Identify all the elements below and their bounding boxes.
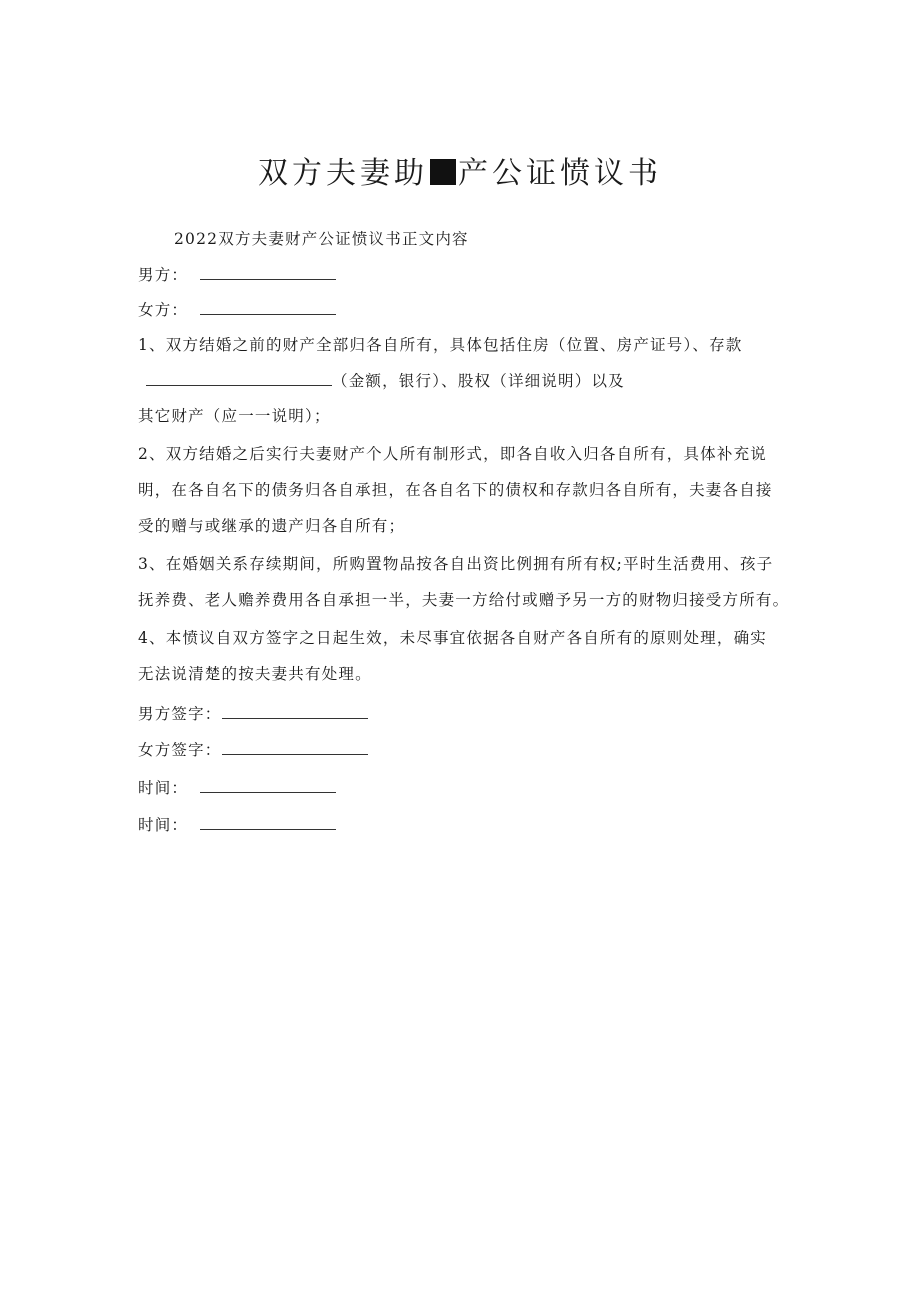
deposit-blank [146, 371, 332, 386]
male-party-label: 男方： [138, 266, 189, 284]
female-signature-label: 女方签字： [138, 741, 222, 759]
male-party-line [138, 265, 788, 285]
clause-2-line-1: 2、双方结婚之后实行夫妻财产个人所有制形式，即各自收入归各自所有，具体补充说 [138, 445, 767, 463]
title-part-1: 双方夫妻助 [258, 156, 428, 191]
clause-3-line-1: 3、在婚姻关系存续期间，所购置物品按各自出资比例拥有所有权;平时生活费用、孩子 [138, 555, 774, 573]
time-label-2: 时间： [138, 816, 189, 834]
female-party-label: 女方： [138, 301, 189, 319]
female-signature-blank [222, 740, 368, 755]
female-party-blank [200, 300, 336, 315]
clause-4-line-2: 无法说清楚的按夫妻共有处理。 [138, 665, 372, 683]
time-blank-2 [200, 815, 336, 830]
clause-2-line-2: 明，在各自名下的债务归各自承担，在各自名下的债权和存款归各自所有，夫妻各自接 [138, 481, 773, 499]
time-line-2 [138, 815, 788, 835]
title-part-2: 产公证愤议书 [458, 156, 662, 191]
time-label-1: 时间： [138, 779, 189, 797]
document-title [0, 148, 920, 192]
male-signature-label: 男方签字： [138, 705, 222, 723]
female-party-line [138, 300, 788, 320]
male-signature-blank [222, 704, 368, 719]
clause-1-line-3: 其它财产（应一一说明）； [138, 407, 331, 425]
clause-1-line-2 [138, 371, 788, 391]
redaction-block [430, 159, 456, 185]
clause-4-line-1: 4、本愤议自双方签字之日起生效，未尽事宜依据各自财产各自所有的原则处理，确实 [138, 629, 767, 647]
clause-1-line-2-text: （金额，银行）、股权（详细说明）以及 [332, 372, 625, 390]
male-signature-line [138, 704, 788, 724]
clause-2-line-3: 受的赠与或继承的遗产归各自所有； [138, 517, 406, 535]
clause-1-line-1: 1、双方结婚之前的财产全部归各自所有，具体包括住房（位置、房产证号）、存款 [138, 336, 743, 354]
clause-3-line-2: 抚养费、老人赡养费用各自承担一半，夫妻一方给付或赠予另一方的财物归接受方所有。 [138, 591, 790, 609]
time-blank-1 [200, 778, 336, 793]
female-signature-line [138, 740, 788, 760]
male-party-blank [200, 265, 336, 280]
time-line-1 [138, 778, 788, 798]
subtitle: 2022双方夫妻财产公证愤议书正文内容 [174, 230, 469, 248]
